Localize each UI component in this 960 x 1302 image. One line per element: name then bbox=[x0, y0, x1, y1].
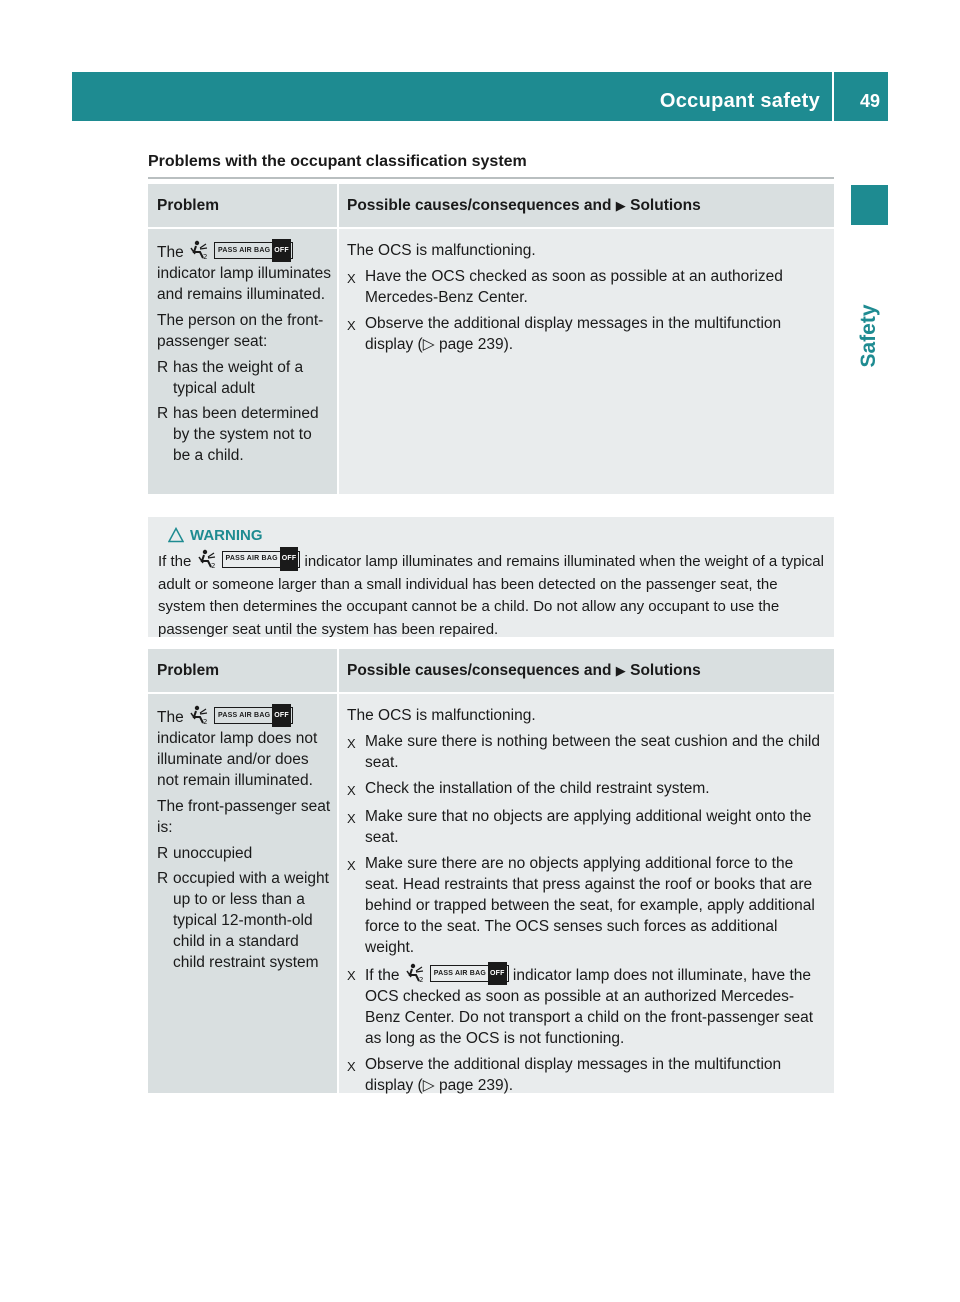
section-divider bbox=[148, 177, 834, 179]
column-header-solutions: Possible causes/consequences and ▶ Solutions bbox=[337, 184, 834, 227]
bullet-icon: R bbox=[157, 870, 169, 887]
page-number: 49 bbox=[859, 91, 880, 111]
airbag-indicator-symbol bbox=[404, 963, 509, 983]
action-marker-icon: X bbox=[347, 811, 356, 826]
solution-cell bbox=[337, 694, 834, 1093]
action-item: X Make sure there is nothing between the seat cushion and the child seat. bbox=[347, 733, 820, 771]
solution-arrow-icon: ▶ bbox=[615, 198, 626, 213]
pass-airbag-off-icon: PASS AIR BAG OFF bbox=[214, 242, 293, 259]
troubleshooting-table-2 bbox=[148, 649, 834, 1093]
page-header bbox=[72, 72, 888, 121]
action-item: X If the 2 PASS AIR BAG OFF indicator lamp does not illuminate, have the OCS checked as soon as possible at an authorized Mercedes-Benz Center. Do not transport a child on the front-passenger seat as long as the OCS is not functioning. bbox=[347, 963, 828, 1049]
side-tab-label: Safety bbox=[857, 304, 880, 368]
problem-description: The person on the front-passenger seat: bbox=[157, 312, 324, 350]
list-item: R has the weight of a typical adult bbox=[157, 359, 304, 397]
airbag-indicator-symbol bbox=[196, 549, 301, 569]
solution-arrow-icon: ▶ bbox=[615, 663, 626, 678]
svg-text:2: 2 bbox=[210, 562, 215, 569]
header-title: Occupant safety bbox=[659, 90, 820, 112]
table-header bbox=[148, 184, 834, 227]
troubleshooting-table-1 bbox=[148, 184, 834, 494]
column-header-problem: Problem bbox=[157, 662, 220, 679]
table-header bbox=[148, 649, 834, 692]
action-item: X Observe the additional display messages in the multifunction display (▷ page 239). bbox=[347, 315, 782, 353]
problem-cell: The 2 PASS AIR BAG OFF indicator lamp illuminates and remains illuminated. The person on the front-passenger seat: R has the weight of a typical adult R has been determined by the system not to be a child. bbox=[148, 229, 337, 494]
column-header-solutions: Possible causes/consequences and ▶ Solutions bbox=[337, 649, 834, 692]
solution-cell bbox=[337, 229, 834, 494]
pass-airbag-off-icon: PASS AIR BAG OFF bbox=[430, 965, 509, 982]
seat-occupant-icon bbox=[188, 705, 210, 725]
action-item: X Have the OCS checked as soon as possible at an authorized Mercedes-Benz Center. bbox=[347, 268, 783, 306]
bullet-icon: R bbox=[157, 405, 169, 422]
bullet-icon: R bbox=[157, 845, 169, 862]
action-item: X Make sure there are no objects applying additional force to the seat. Head restraints that press against the roof or books that are behind or trapped between the seat, for example, apply additional force to the seat. The OCS senses such forces as additional weight. bbox=[347, 855, 815, 956]
action-marker-icon: X bbox=[347, 1059, 356, 1074]
list-item: R unoccupied bbox=[157, 845, 253, 862]
warning-triangle-icon bbox=[168, 527, 184, 543]
pass-airbag-off-icon: PASS AIR BAG OFF bbox=[214, 707, 293, 724]
action-marker-icon: X bbox=[347, 858, 356, 873]
warning-text: If the 2 PASS AIR BAG OFF indicator lamp illuminates and remains illuminated when the weight of a typical adult or someone larger than a small individual has been detected on the passenger seat, the system then determines the occupant cannot be a child. Do not allow any occupant to use the passenger seat until the system has been repaired. bbox=[158, 549, 826, 641]
svg-text:2: 2 bbox=[203, 718, 208, 725]
list-item: R occupied with a weight up to or less than a typical 12-month-old child in a standard child restraint system bbox=[157, 870, 329, 971]
table-row bbox=[148, 692, 834, 1093]
cause-text: The OCS is malfunctioning. bbox=[347, 707, 536, 724]
warning-title: WARNING bbox=[190, 526, 263, 544]
airbag-indicator-symbol bbox=[188, 705, 293, 725]
action-marker-icon: X bbox=[347, 736, 356, 751]
bullet-icon: R bbox=[157, 359, 169, 376]
table-row bbox=[148, 227, 834, 494]
pass-airbag-off-icon: PASS AIR BAG OFF bbox=[222, 551, 301, 568]
action-item: X Observe the additional display messages in the multifunction display (▷ page 239). bbox=[347, 1056, 782, 1094]
action-marker-icon: X bbox=[347, 783, 356, 798]
svg-text:2: 2 bbox=[418, 976, 424, 983]
problem-description: The front-passenger seat is: bbox=[157, 798, 331, 836]
list-item: R has been determined by the system not to be a child. bbox=[157, 405, 319, 464]
warning-box bbox=[148, 517, 834, 637]
problem-cell: The 2 PASS AIR BAG OFF indicator lamp does not illuminate and/or does not remain illuminated. The front-passenger seat is: R unoccupied R occupied with a weight up to or less than a typical 12-month-old child in a standard child restraint system bbox=[148, 694, 337, 1093]
seat-occupant-icon bbox=[196, 549, 218, 569]
section-title: Problems with the occupant classification system bbox=[148, 153, 527, 170]
side-tab-marker bbox=[851, 185, 888, 225]
action-item: X Check the installation of the child restraint system. bbox=[347, 778, 828, 801]
action-item: X Make sure that no objects are applying additional weight onto the seat. bbox=[347, 808, 812, 846]
column-header-problem: Problem bbox=[157, 197, 220, 214]
seat-occupant-icon bbox=[188, 240, 210, 260]
seat-occupant-icon bbox=[404, 963, 426, 983]
action-marker-icon: X bbox=[347, 318, 356, 333]
action-marker-icon: X bbox=[347, 271, 356, 286]
action-marker-icon: X bbox=[347, 968, 356, 983]
cause-text: The OCS is malfunctioning. bbox=[347, 242, 536, 259]
header-divider bbox=[832, 72, 834, 121]
airbag-indicator-symbol bbox=[188, 240, 293, 260]
svg-text:2: 2 bbox=[203, 253, 208, 260]
